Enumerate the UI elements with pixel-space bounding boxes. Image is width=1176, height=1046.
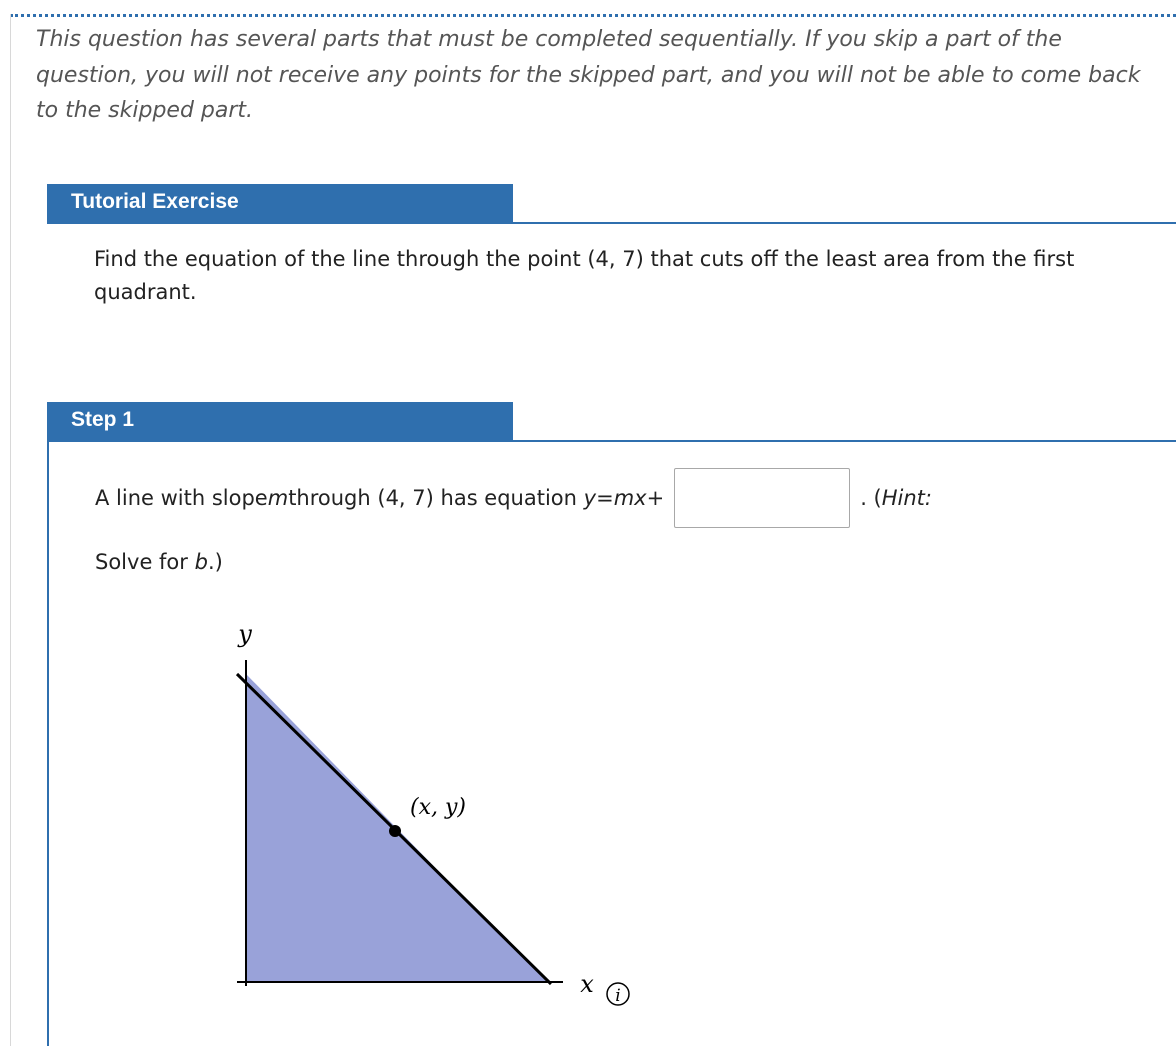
step-1-text-mid: through (4, 7) has equation [288, 486, 577, 510]
step-1-question [95, 466, 932, 530]
x-axis-label: x [580, 970, 594, 998]
step-1-hint-continued [95, 546, 223, 578]
after-box-text: . ( [860, 486, 882, 510]
solve-variable: b [194, 550, 208, 574]
equation-equals: = [596, 486, 614, 510]
solve-text-post: .) [207, 550, 223, 574]
solve-text-pre: Solve for [95, 550, 195, 574]
point-on-line [389, 825, 401, 837]
left-border [10, 14, 11, 1046]
tutorial-exercise-header [47, 184, 1176, 224]
top-dotted-divider [10, 14, 1176, 17]
equation-mx: mx [613, 486, 647, 510]
triangle-graph [225, 612, 645, 1012]
slope-variable: m [267, 486, 289, 510]
step-1-title: Step 1 [47, 402, 513, 440]
point-label: (x, y) [410, 795, 466, 820]
intercept-answer-field[interactable] [674, 468, 850, 528]
step-1-text-pre: A line with slope [95, 486, 268, 510]
instructions-text: This question has several parts that must be completed sequentially. If you skip a part of the question, you will not receive any points for the skipped part, and you will not be able to come back to the skipped part. [36, 27, 1141, 123]
step-1-border [47, 440, 49, 1046]
equation-y: y [583, 486, 597, 510]
tutorial-exercise-title: Tutorial Exercise [47, 184, 513, 222]
hint-label: Hint: [881, 486, 932, 510]
info-icon[interactable] [607, 983, 629, 1006]
step-1-header [47, 402, 1176, 442]
svg-text:i: i [615, 986, 621, 1006]
equation-plus: + [646, 486, 665, 510]
problem-statement: Find the equation of the line through the point (4, 7) that cuts off the least area from the first quadrant. [94, 247, 1075, 304]
y-axis-label: y [238, 620, 252, 648]
